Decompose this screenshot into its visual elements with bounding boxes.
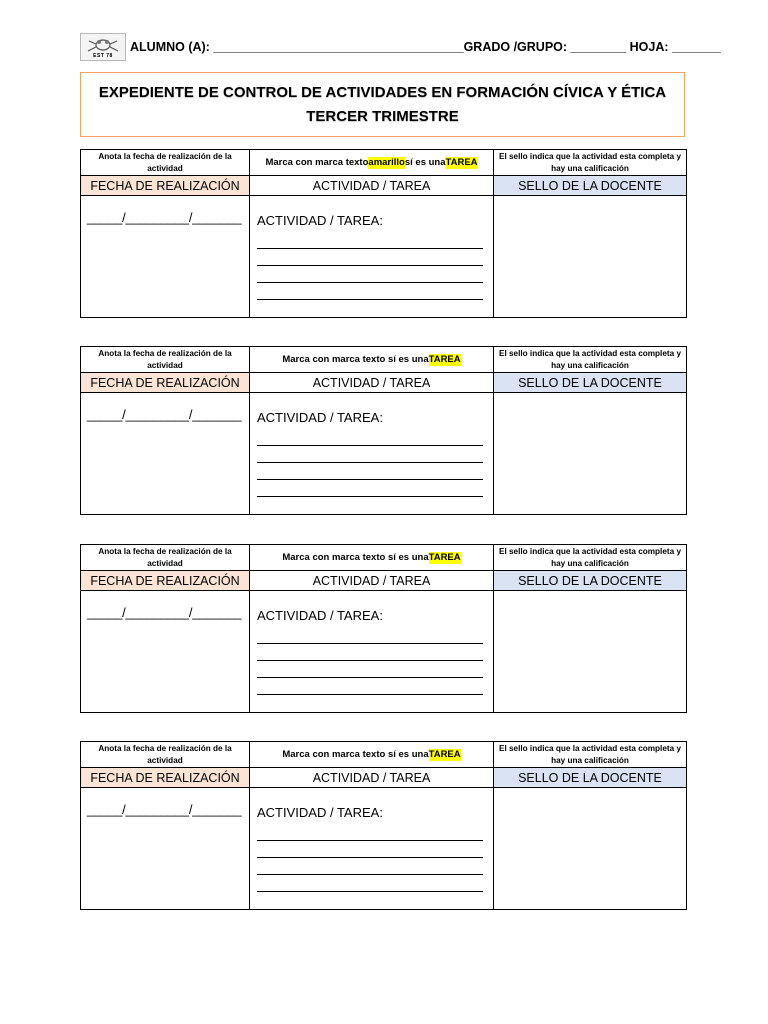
date-blank[interactable]: _____/_________/_______ bbox=[87, 802, 242, 817]
highlight-tarea: TAREA bbox=[445, 156, 478, 168]
stamp-note: El sello indica que la actividad esta completa y hay una calificación bbox=[494, 347, 686, 373]
activity-note: Marca con marca texto sí es una TAREA bbox=[250, 742, 494, 768]
activity-cell[interactable] bbox=[250, 591, 494, 712]
activity-lines[interactable] bbox=[257, 627, 483, 695]
column-header-sello: SELLO DE LA DOCENTE bbox=[494, 571, 686, 591]
date-note: Anota la fecha de realización de la actividad bbox=[81, 545, 250, 571]
date-note: Anota la fecha de realización de la actividad bbox=[81, 742, 250, 768]
highlight-amarillo: amarillo bbox=[368, 156, 405, 168]
date-cell[interactable] bbox=[81, 393, 250, 514]
activity-record bbox=[80, 346, 687, 515]
column-header-sello: SELLO DE LA DOCENTE bbox=[494, 373, 686, 393]
activity-note: Marca con marca texto sí es una TAREA bbox=[250, 347, 494, 373]
column-header-fecha: FECHA DE REALIZACIÓN bbox=[81, 768, 250, 788]
activity-lines[interactable] bbox=[257, 824, 483, 892]
highlight-tarea: TAREA bbox=[428, 353, 461, 365]
frog-logo-icon bbox=[84, 36, 122, 54]
activity-label: ACTIVIDAD / TAREA: bbox=[257, 805, 383, 820]
activity-record bbox=[80, 544, 687, 713]
date-cell[interactable] bbox=[81, 788, 250, 909]
date-blank[interactable]: _____/_________/_______ bbox=[87, 605, 242, 620]
column-header-sello: SELLO DE LA DOCENTE bbox=[494, 176, 686, 196]
activity-record bbox=[80, 741, 687, 910]
activity-record bbox=[80, 149, 687, 318]
column-header-fecha: FECHA DE REALIZACIÓN bbox=[81, 176, 250, 196]
page-subtitle: TERCER TRIMESTRE bbox=[306, 107, 459, 125]
activity-note: Marca con marca texto amarillo sí es una TAREA bbox=[250, 150, 494, 176]
column-header-actividad: ACTIVIDAD / TAREA bbox=[250, 571, 494, 591]
activity-cell[interactable] bbox=[250, 196, 494, 317]
date-note: Anota la fecha de realización de la actividad bbox=[81, 150, 250, 176]
activity-lines[interactable] bbox=[257, 429, 483, 497]
highlight-tarea: TAREA bbox=[428, 748, 461, 760]
activity-label: ACTIVIDAD / TAREA: bbox=[257, 213, 383, 228]
date-blank[interactable]: _____/_________/_______ bbox=[87, 210, 242, 225]
logo-text: EST 78 bbox=[93, 53, 113, 59]
column-header-actividad: ACTIVIDAD / TAREA bbox=[250, 768, 494, 788]
title-box bbox=[80, 72, 685, 137]
stamp-note: El sello indica que la actividad esta completa y hay una calificación bbox=[494, 150, 686, 176]
column-header-fecha: FECHA DE REALIZACIÓN bbox=[81, 571, 250, 591]
stamp-cell[interactable] bbox=[494, 196, 686, 317]
date-cell[interactable] bbox=[81, 196, 250, 317]
activity-note: Marca con marca texto sí es una TAREA bbox=[250, 545, 494, 571]
date-cell[interactable] bbox=[81, 591, 250, 712]
stamp-note: El sello indica que la actividad esta completa y hay una calificación bbox=[494, 545, 686, 571]
column-header-sello: SELLO DE LA DOCENTE bbox=[494, 768, 686, 788]
date-blank[interactable]: _____/_________/_______ bbox=[87, 407, 242, 422]
stamp-cell[interactable] bbox=[494, 788, 686, 909]
column-header-actividad: ACTIVIDAD / TAREA bbox=[250, 373, 494, 393]
stamp-note: El sello indica que la actividad esta completa y hay una calificación bbox=[494, 742, 686, 768]
highlight-tarea: TAREA bbox=[428, 551, 461, 563]
activity-cell[interactable] bbox=[250, 788, 494, 909]
school-logo bbox=[80, 33, 126, 61]
activity-label: ACTIVIDAD / TAREA: bbox=[257, 410, 383, 425]
date-note: Anota la fecha de realización de la actividad bbox=[81, 347, 250, 373]
activity-cell[interactable] bbox=[250, 393, 494, 514]
activity-lines[interactable] bbox=[257, 232, 483, 300]
column-header-fecha: FECHA DE REALIZACIÓN bbox=[81, 373, 250, 393]
page-title: EXPEDIENTE DE CONTROL DE ACTIVIDADES EN FORMACIÓN CÍVICA Y ÉTICA bbox=[98, 83, 667, 101]
column-header-actividad: ACTIVIDAD / TAREA bbox=[250, 176, 494, 196]
stamp-cell[interactable] bbox=[494, 591, 686, 712]
activity-label: ACTIVIDAD / TAREA: bbox=[257, 608, 383, 623]
student-info-line: ALUMNO (A): ____________________________________GRADO /GRUPO: ________ HOJA: _______ bbox=[130, 40, 721, 54]
student-header bbox=[80, 33, 721, 61]
stamp-cell[interactable] bbox=[494, 393, 686, 514]
